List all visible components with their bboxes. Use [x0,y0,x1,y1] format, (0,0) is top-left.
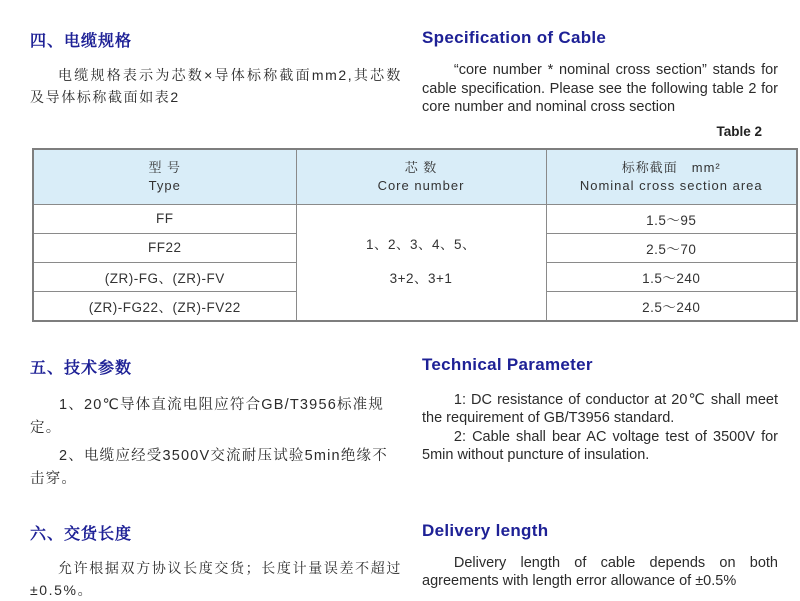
table-header-row [33,149,797,205]
col-header-type [33,149,296,205]
section-cable-spec [0,0,800,139]
section5-en-item-1: 1: DC resistance of conductor at 20℃ shall meet the requirement of GB/T3956 standard. [422,391,778,426]
section-delivery [0,521,800,601]
section-delivery-zh [30,521,402,601]
section-delivery-en [422,521,778,591]
section6-en-title: Delivery length [422,520,549,540]
cell-core-number [296,204,546,321]
col-header-type-zh: 型 号 [148,159,182,175]
section4-en-title: Specification of Cable [422,28,607,47]
cell-type: FF [33,204,296,233]
section6-zh-title: 六、交货长度 [30,525,133,543]
section6-en-body: Delivery length of cable depends on both agreements with length error allowance of ±0.5% [422,554,778,589]
cell-type: (ZR)-FG、(ZR)-FV [33,262,296,291]
table2-label: Table 2 [716,123,762,139]
cell-cross-section: 2.5～240 [546,291,797,321]
section4-zh-body: 电缆规格表示为芯数×导体标称截面mm2,其芯数及导体标称截面如表2 [30,67,402,105]
core-number-gap [297,253,546,271]
section5-zh-item-2: 2、电缆应经受3500V交流耐压试验5min绝缘不击穿。 [30,447,388,487]
col-header-section-en: Nominal cross section area [579,177,763,193]
section-technical-zh [30,355,402,491]
cell-cross-section: 2.5～70 [546,233,797,262]
section-cable-spec-en [422,28,778,139]
section5-en-title: Technical Parameter [422,354,593,374]
col-header-section-zh: 标称截面 mm² [621,159,721,175]
section-cable-spec-zh [30,28,402,108]
cell-type: FF22 [33,233,296,262]
col-header-core-en: Core number [377,177,465,193]
col-header-core-zh: 芯 数 [404,159,438,175]
section5-zh-title: 五、技术参数 [30,359,133,377]
section4-zh-title: 四、电缆规格 [30,33,133,50]
cell-cross-section: 1.5～240 [546,262,797,291]
cable-spec-table [32,148,798,322]
section-technical [0,355,800,491]
col-header-type-en: Type [148,177,181,193]
section-technical-en [422,355,778,465]
table-row [33,204,797,233]
cell-type: (ZR)-FG22、(ZR)-FV22 [33,291,296,321]
core-number-line-1: 1、2、3、4、5、 [365,237,477,252]
section4-en-body: “core number * nominal cross section” stands for cable specification. Please see the following table 2 for core number and nominal cross section [422,62,778,115]
cell-cross-section: 1.5～95 [546,204,797,233]
section5-en-item-2: 2: Cable shall bear AC voltage test of 3500V for 5min without puncture of insulation. [422,428,778,463]
core-number-line-2: 3+2、3+1 [389,271,453,286]
section5-zh-item-1: 1、20℃导体直流电阻应符合GB/T3956标准规定。 [30,396,385,436]
col-header-section [546,149,797,205]
section6-zh-body: 允许根据双方协议长度交货；长度计量误差不超过±0.5%。 [30,559,402,598]
col-header-core [296,149,546,205]
